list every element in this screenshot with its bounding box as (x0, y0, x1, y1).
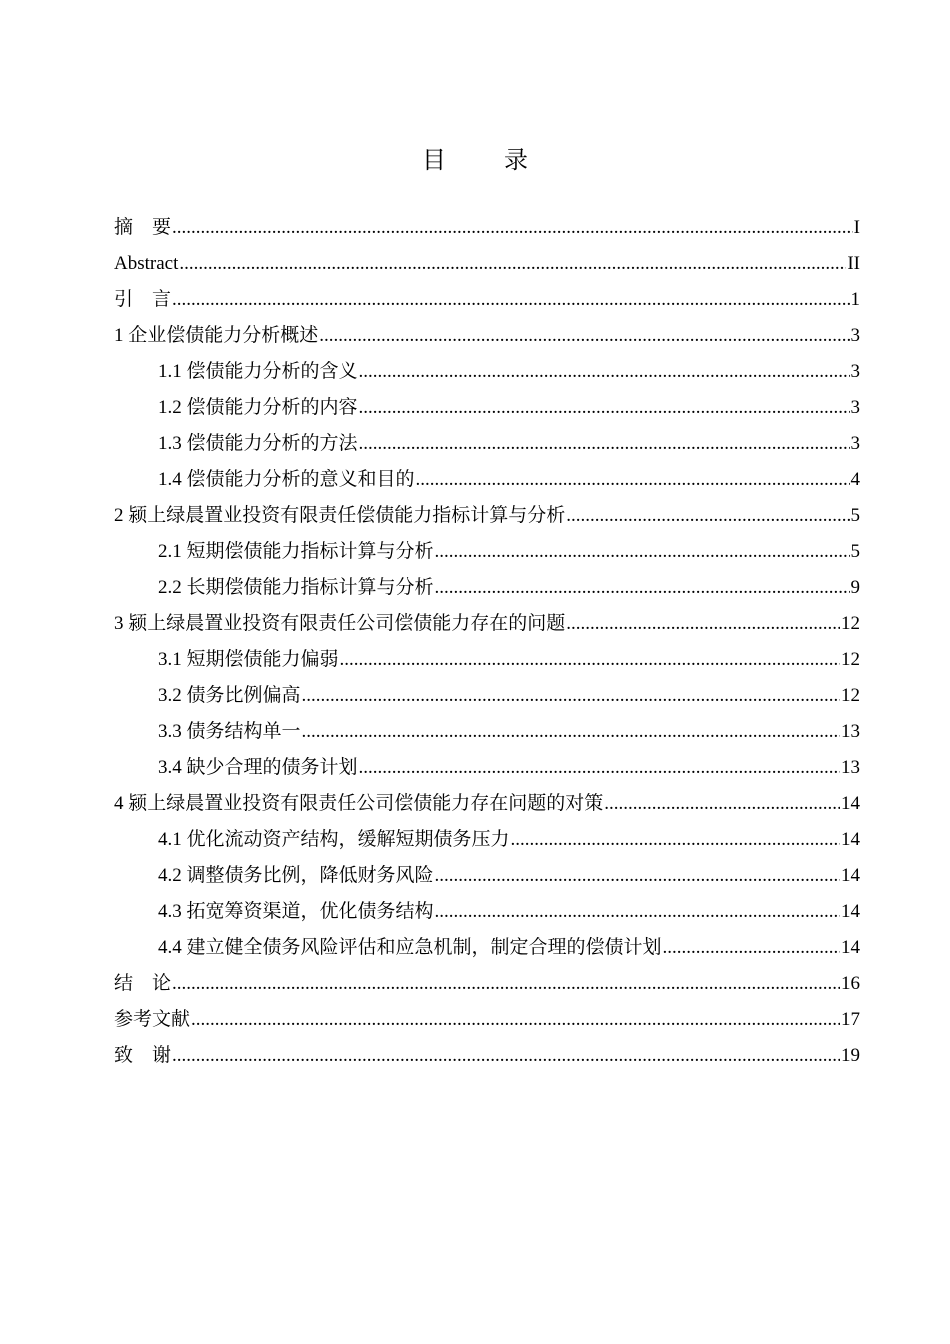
toc-entry-text: 引 言 (114, 289, 172, 310)
toc-entry-page: 14 (841, 793, 860, 814)
toc-leader-dots (172, 966, 840, 1002)
toc-leader-dots (319, 318, 849, 354)
toc-entry-text: 1.3 偿债能力分析的方法 (158, 433, 358, 454)
toc-entry-text: 4 颍上绿晨置业投资有限责任公司偿债能力存在问题的对策 (114, 793, 604, 814)
toc-list (114, 210, 860, 1074)
toc-entry-text: 4.2 调整债务比例，降低财务风险 (158, 865, 434, 886)
toc-subentry[interactable] (114, 894, 860, 930)
toc-subentry[interactable] (114, 714, 860, 750)
toc-entry[interactable] (114, 606, 860, 642)
toc-entry[interactable] (114, 1002, 860, 1038)
toc-leader-dots (416, 462, 850, 498)
toc-leader-dots (435, 534, 850, 570)
toc-entry-page: 14 (841, 901, 860, 922)
toc-entry-text: 1.2 偿债能力分析的内容 (158, 397, 358, 418)
toc-entry-page: 3 (850, 361, 860, 382)
toc-entry-page: 16 (841, 973, 860, 994)
toc-leader-dots (340, 642, 840, 678)
toc-entry-page: 3 (850, 397, 860, 418)
toc-entry-page: 12 (841, 613, 860, 634)
toc-subentry[interactable] (114, 354, 860, 390)
toc-entry[interactable] (114, 1038, 860, 1074)
toc-leader-dots (435, 570, 850, 606)
toc-entry-text: 2 颍上绿晨置业投资有限责任偿债能力指标计算与分析 (114, 505, 566, 526)
toc-leader-dots (302, 678, 840, 714)
toc-leader-dots (302, 714, 840, 750)
toc-entry-text: 3.1 短期偿债能力偏弱 (158, 649, 339, 670)
toc-entry-page: 3 (850, 433, 860, 454)
toc-leader-dots (172, 282, 849, 318)
toc-entry-text: 4.1 优化流动资产结构，缓解短期债务压力 (158, 829, 510, 850)
toc-entry[interactable] (114, 210, 860, 246)
toc-entry-text: 1.4 偿债能力分析的意义和目的 (158, 469, 415, 490)
toc-leader-dots (566, 606, 840, 642)
toc-leader-dots (435, 894, 840, 930)
toc-entry-page: 19 (841, 1045, 860, 1066)
toc-leader-dots (511, 822, 840, 858)
toc-subentry[interactable] (114, 390, 860, 426)
toc-entry-page: 9 (850, 577, 860, 598)
toc-entry-text: 参考文献 (114, 1009, 191, 1030)
toc-subentry[interactable] (114, 750, 860, 786)
toc-subentry[interactable] (114, 426, 860, 462)
toc-entry-page: 5 (850, 505, 860, 526)
toc-leader-dots (359, 390, 850, 426)
toc-entry-page: 14 (841, 865, 860, 886)
toc-subentry[interactable] (114, 822, 860, 858)
toc-leader-dots (179, 246, 846, 282)
toc-entry-text: 1 企业偿债能力分析概述 (114, 325, 319, 346)
toc-entry-page: 5 (850, 541, 860, 562)
toc-entry-page: 17 (841, 1009, 860, 1030)
toc-entry-page: 14 (841, 937, 860, 958)
toc-entry-text: 3.2 债务比例偏高 (158, 685, 301, 706)
toc-leader-dots (191, 1002, 840, 1038)
toc-subentry[interactable] (114, 858, 860, 894)
toc-entry-text: 3.3 债务结构单一 (158, 721, 301, 742)
toc-entry-text: 3 颍上绿晨置业投资有限责任公司偿债能力存在的问题 (114, 613, 566, 634)
toc-entry-text: 结 论 (114, 973, 172, 994)
toc-leader-dots (359, 426, 850, 462)
toc-entry-page: 13 (841, 757, 860, 778)
toc-title: 目 录 (422, 148, 554, 174)
toc-entry-page: 4 (850, 469, 860, 490)
toc-entry[interactable] (114, 282, 860, 318)
toc-entry-text: 致 谢 (114, 1045, 172, 1066)
toc-entry[interactable] (114, 786, 860, 822)
toc-leader-dots (604, 786, 840, 822)
toc-entry-text: 3.4 缺少合理的债务计划 (158, 757, 358, 778)
toc-entry-page: I (853, 217, 860, 238)
toc-subentry[interactable] (114, 642, 860, 678)
toc-subentry[interactable] (114, 534, 860, 570)
toc-entry-page: 13 (841, 721, 860, 742)
toc-entry-text: 2.2 长期偿债能力指标计算与分析 (158, 577, 434, 598)
toc-entry-text: 2.1 短期偿债能力指标计算与分析 (158, 541, 434, 562)
toc-entry[interactable] (114, 318, 860, 354)
toc-entry-text: 1.1 偿债能力分析的含义 (158, 361, 358, 382)
toc-entry-text: 4.4 建立健全债务风险评估和应急机制，制定合理的偿债计划 (158, 937, 662, 958)
toc-entry[interactable] (114, 966, 860, 1002)
toc-entry-page: 12 (841, 649, 860, 670)
toc-leader-dots (566, 498, 849, 534)
toc-entry-text: Abstract (114, 253, 179, 274)
toc-leader-dots (435, 858, 840, 894)
toc-leader-dots (359, 750, 840, 786)
toc-entry-page: 1 (850, 289, 860, 310)
toc-leader-dots (663, 930, 840, 966)
toc-subentry[interactable] (114, 678, 860, 714)
toc-entry-page: II (847, 253, 860, 274)
toc-subentry[interactable] (114, 570, 860, 606)
toc-entry-page: 3 (850, 325, 860, 346)
toc-entry-page: 12 (841, 685, 860, 706)
toc-subentry[interactable] (114, 462, 860, 498)
toc-leader-dots (172, 210, 853, 246)
toc-subentry[interactable] (114, 930, 860, 966)
toc-entry[interactable] (114, 498, 860, 534)
toc-entry[interactable] (114, 246, 860, 282)
toc-entry-text: 4.3 拓宽筹资渠道，优化债务结构 (158, 901, 434, 922)
toc-entry-text: 摘 要 (114, 217, 172, 238)
toc-leader-dots (172, 1038, 840, 1074)
toc-entry-page: 14 (841, 829, 860, 850)
toc-leader-dots (359, 354, 850, 390)
